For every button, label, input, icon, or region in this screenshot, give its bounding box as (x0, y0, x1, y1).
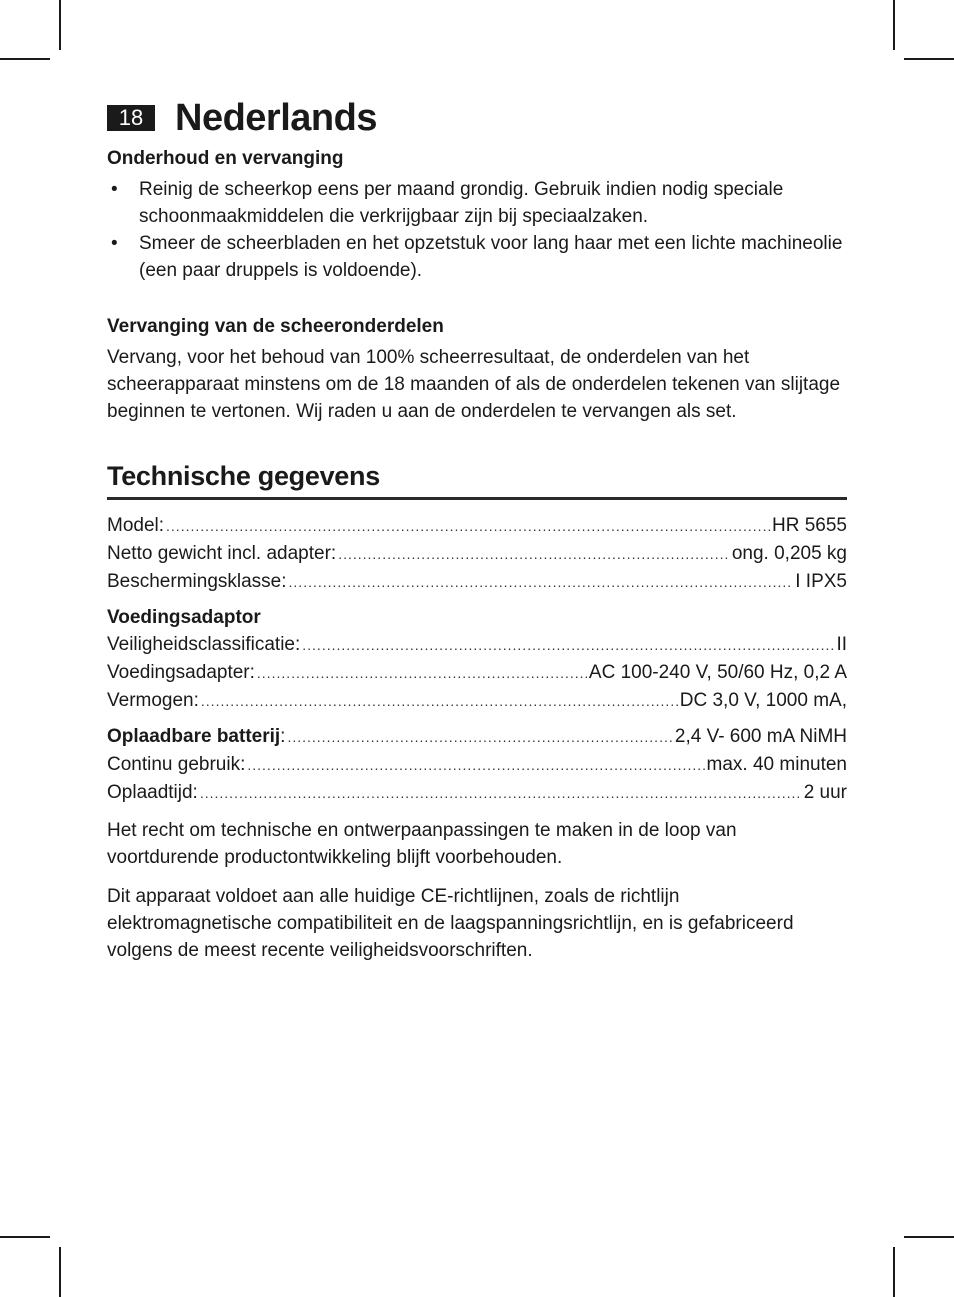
spec-row (107, 631, 847, 659)
spec-row (107, 540, 847, 568)
dot-leader (338, 541, 730, 568)
replacement-text: Vervang, voor het behoud van 100% scheerresultaat, de onderdelen van het scheerapparaat minstens om de 18 maanden of als de onderdelen tekenen van slijtage beginnen te vertonen. Wij raden u aan de onderdelen te vervangen als set. (107, 347, 841, 422)
dot-leader (201, 688, 678, 715)
list-item (107, 230, 847, 284)
spec-row (107, 659, 847, 687)
spec-value: HR 5655 (772, 515, 847, 536)
bullet-icon: • (111, 233, 118, 254)
spec-row (107, 779, 847, 807)
dot-leader (247, 752, 704, 779)
spec-value: 2,4 V- 600 mA NiMH (674, 726, 847, 747)
maintenance-heading: Onderhoud en vervanging (107, 148, 344, 169)
spec-label: Netto gewicht incl. adapter: (107, 543, 337, 564)
spec-row (107, 568, 847, 596)
dot-leader (289, 569, 794, 596)
spec-label: Voedingsadapter: (107, 662, 255, 683)
battery-label: Oplaadbare batterij (107, 726, 281, 747)
dot-leader (166, 513, 770, 540)
list-item (107, 176, 847, 230)
spec-group-battery (107, 723, 847, 807)
maintenance-section (107, 146, 847, 284)
crop-mark (904, 1236, 954, 1238)
notes-section (107, 817, 847, 964)
spec-row (107, 512, 847, 540)
spec-label: Continu gebruik: (107, 754, 246, 775)
spec-label (107, 723, 285, 750)
spec-label: Model: (107, 515, 165, 536)
spec-value: ong. 0,205 kg (731, 543, 847, 564)
dot-leader (287, 724, 672, 751)
dot-leader (200, 780, 802, 807)
crop-mark (904, 58, 954, 60)
crop-mark (0, 1236, 50, 1238)
spec-group-general (107, 512, 847, 596)
replacement-heading: Vervanging van de scheeronderdelen (107, 316, 444, 337)
crop-mark (0, 58, 50, 60)
bullet-icon: • (111, 179, 118, 200)
battery-colon: : (280, 726, 286, 747)
dot-leader (302, 632, 834, 659)
spec-row (107, 751, 847, 779)
spec-value: AC 100-240 V, 50/60 Hz, 0,2 A (588, 662, 847, 683)
spec-label: Oplaadtijd: (107, 782, 198, 803)
page-title: Nederlands (175, 96, 377, 139)
page-header (107, 96, 847, 140)
tech-heading: Technische gegevens (107, 459, 847, 500)
list-item-text: Reinig de scheerkop eens per maand grondig. Gebruik indien nodig speciale schoonmaakmiddelen die verkrijgbaar zijn bij speciaalzaken. (139, 179, 784, 227)
spec-row (107, 723, 847, 751)
spec-row (107, 687, 847, 715)
spec-value: II (836, 634, 847, 655)
spec-value: DC 3,0 V, 1000 mA, (679, 690, 847, 711)
spec-group-adapter (107, 604, 847, 715)
crop-mark (59, 0, 61, 50)
list-item-text: Smeer de scheerbladen en het opzetstuk voor lang haar met een lichte machineolie (een paar druppels is voldoende). (139, 233, 843, 281)
adapter-heading: Voedingsadaptor (107, 607, 261, 628)
spec-value: 2 uur (803, 782, 847, 803)
spec-label: Vermogen: (107, 690, 199, 711)
spec-value: I IPX5 (795, 571, 847, 592)
spec-label: Beschermingsklasse: (107, 571, 287, 592)
crop-mark (893, 1247, 895, 1297)
spec-value: max. 40 minuten (706, 754, 847, 775)
maintenance-list (107, 176, 847, 284)
dot-leader (257, 660, 587, 687)
note-paragraph: Het recht om technische en ontwerpaanpassingen te maken in de loop van voortdurende productontwikkeling blijft voorbehouden. (107, 820, 737, 868)
note-paragraph: Dit apparaat voldoet aan alle huidige CE-richtlijnen, zoals de richtlijn elektromagnetische compatibiliteit en de laagspanningsrichtlijn, en is gefabriceerd volgens de meest recente veiligheidsvoorschriften. (107, 886, 794, 961)
crop-mark (893, 0, 895, 50)
crop-mark (59, 1247, 61, 1297)
replacement-section (107, 314, 847, 425)
page-number: 18 (107, 105, 155, 131)
page-content (107, 96, 847, 964)
spec-label: Veiligheidsclassificatie: (107, 634, 301, 655)
